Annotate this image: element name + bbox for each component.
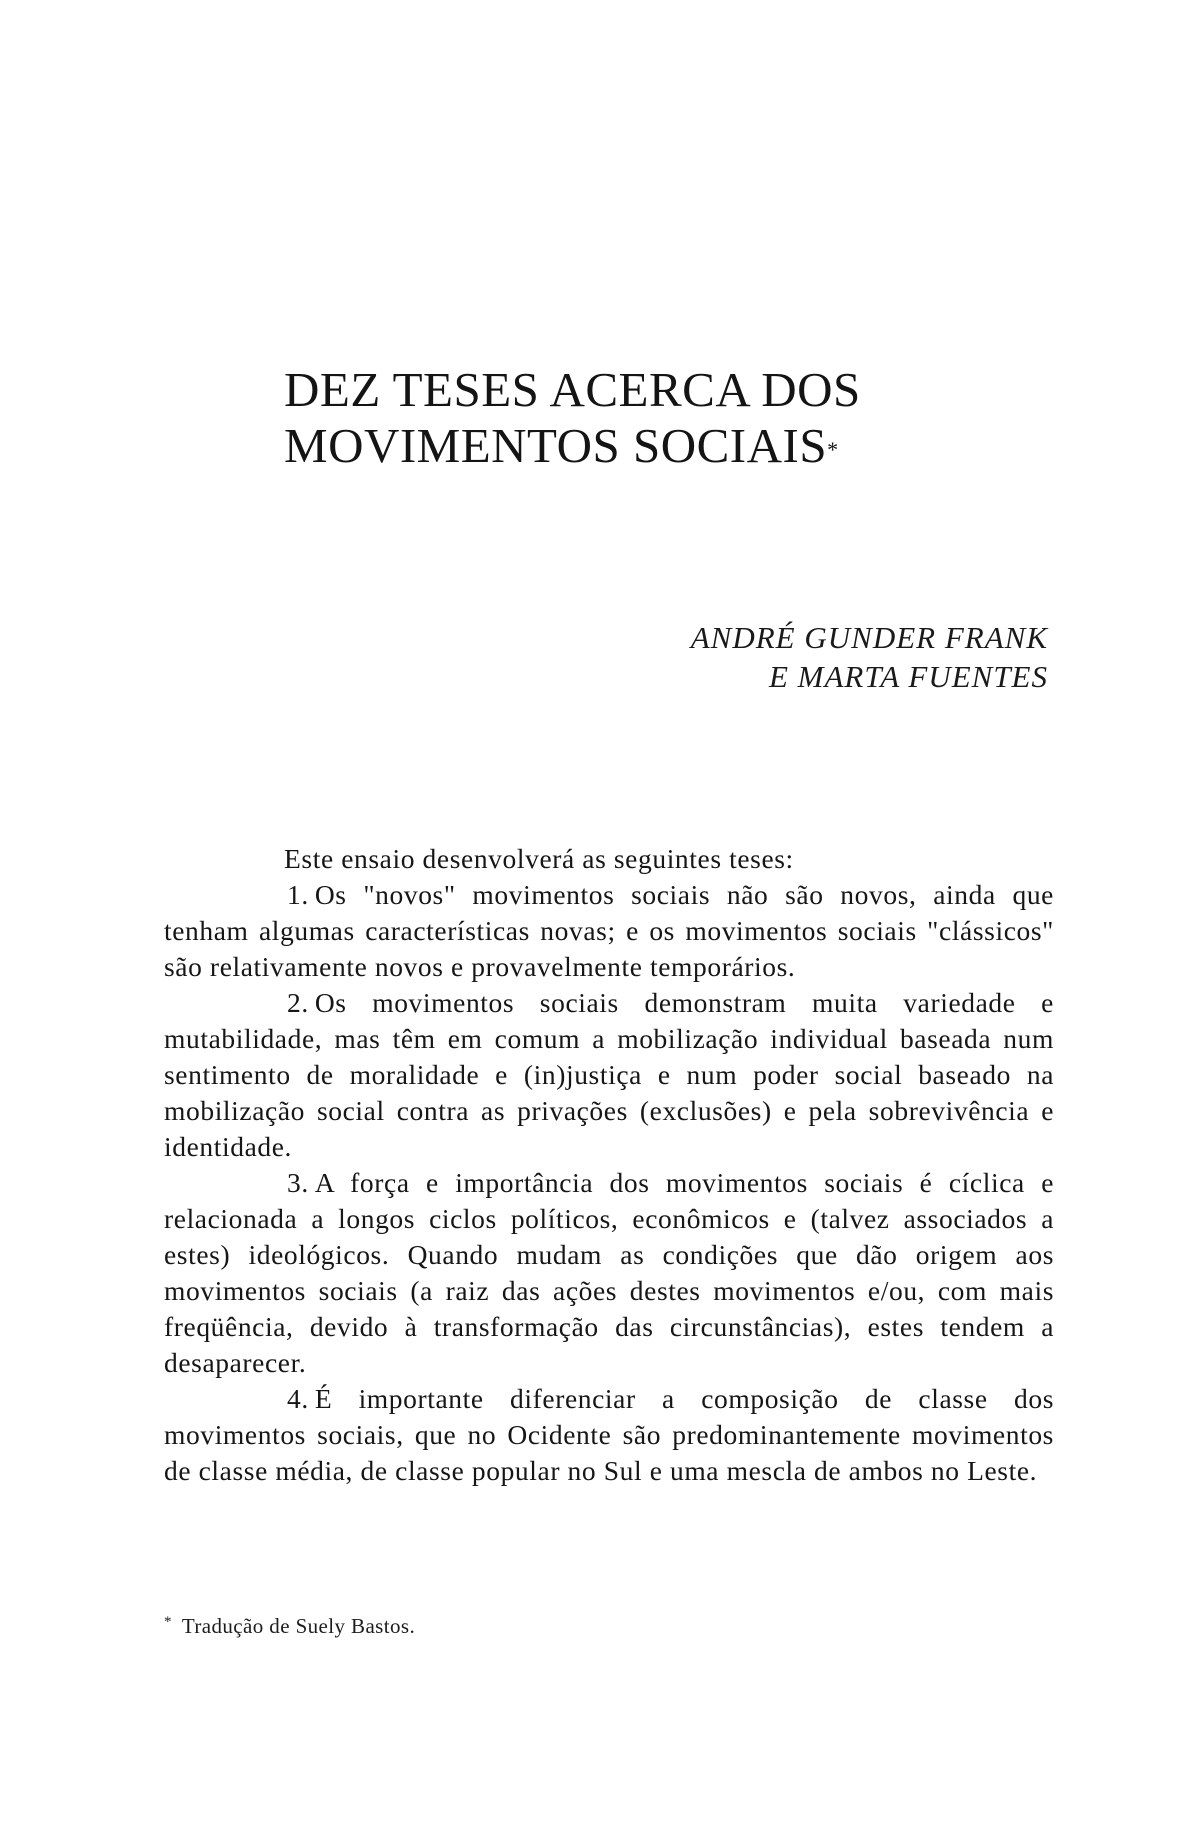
thesis-text: Os "novos" movimentos sociais não são novos, ainda que tenham algumas características novas; e os movimentos sociais "clássicos" são relativamente novos e provavelmente temporários. — [164, 879, 1054, 982]
author-line-2: E MARTA FUENTES — [768, 659, 1048, 694]
thesis-paragraph-4 — [164, 1381, 1054, 1489]
thesis-paragraph-1 — [164, 877, 1054, 985]
article-authors — [691, 618, 1048, 696]
title-line-2-wrap — [284, 418, 984, 474]
footnote — [164, 1612, 415, 1640]
article-body — [164, 841, 1054, 1489]
thesis-number: 3. — [287, 1167, 309, 1198]
footnote-text: Tradução de Suely Bastos. — [181, 1614, 416, 1638]
author-line-1: ANDRÉ GUNDER FRANK — [690, 620, 1048, 655]
intro-paragraph: Este ensaio desenvolverá as seguintes teses: — [284, 843, 794, 874]
thesis-number: 4. — [287, 1383, 309, 1414]
thesis-paragraph-2 — [164, 985, 1054, 1165]
thesis-text: Os movimentos sociais demonstram muita variedade e mutabilidade, mas têm em comum a mobilização individual baseada num sentimento de moralidade e (in)justiça e num poder social baseado na mobilização social contra as privações (exclusões) e pela sobrevivência e identidade. — [164, 987, 1054, 1162]
title-line-1: DEZ TESES ACERCA DOS — [284, 362, 861, 417]
thesis-number: 1. — [287, 879, 309, 910]
title-footnote-marker: * — [827, 437, 839, 462]
thesis-paragraph-3 — [164, 1165, 1054, 1381]
footnote-marker: * — [164, 1614, 172, 1630]
thesis-text: É importante diferenciar a composição de classe dos movimentos sociais, que no Ocidente são predominantemente movimentos de classe média, de classe popular no Sul e uma mescla de ambos no Leste. — [164, 1383, 1054, 1486]
title-line-2: MOVIMENTOS SOCIAIS — [284, 418, 828, 473]
thesis-number: 2. — [287, 987, 309, 1018]
thesis-text: A força e importância dos movimentos sociais é cíclica e relacionada a longos ciclos políticos, econômicos e (talvez associados a estes) ideológicos. Quando mudam as condições que dão origem aos movimentos sociais (a raiz das ações destes movimentos e/ou, com mais freqüência, devido à transformação das circunstâncias), estes tendem a desaparecer. — [164, 1167, 1054, 1378]
article-title — [284, 362, 984, 474]
